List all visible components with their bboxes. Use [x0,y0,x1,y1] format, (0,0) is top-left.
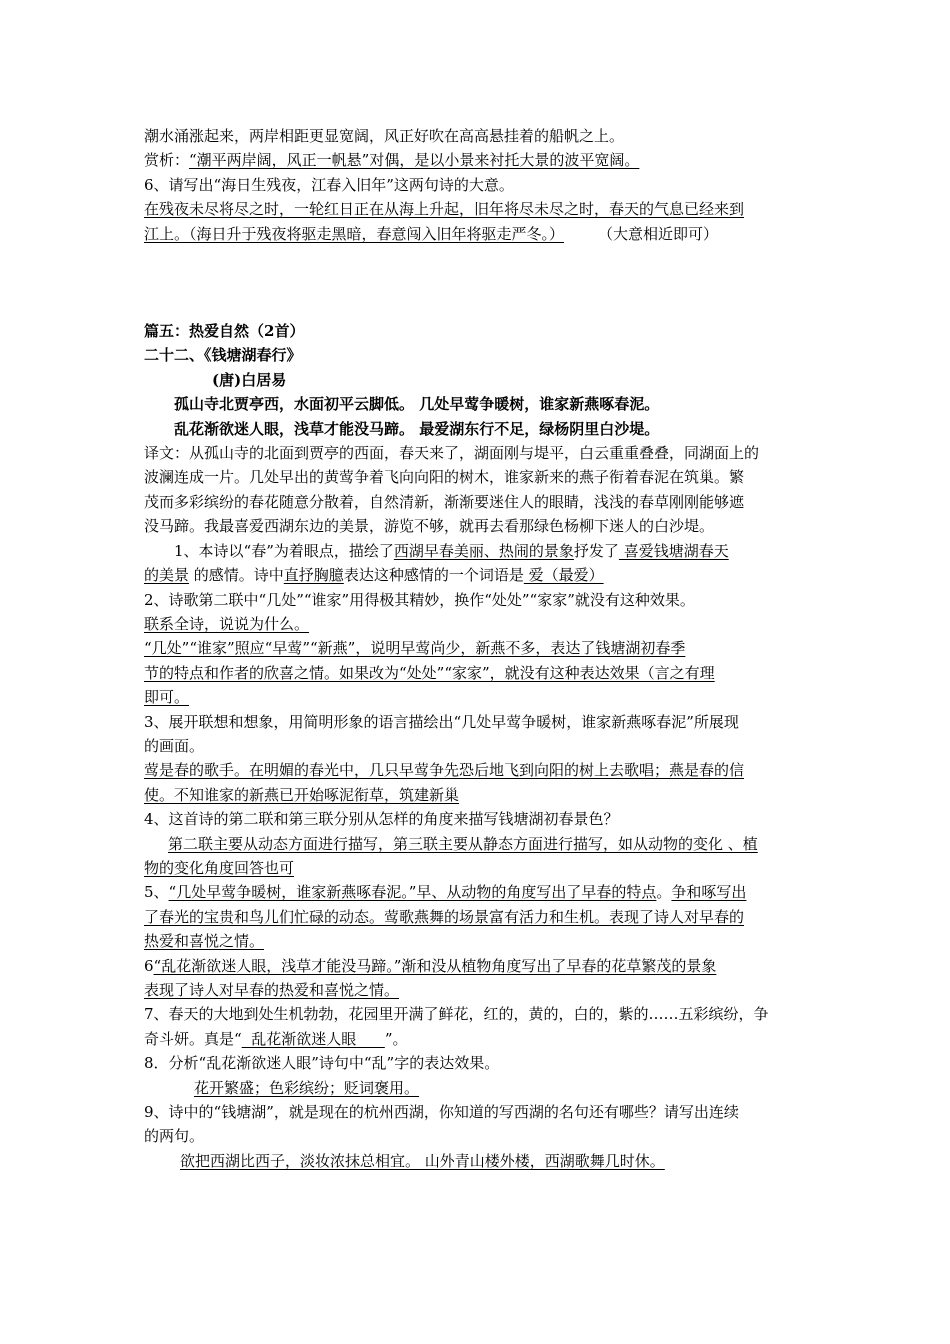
text: 抒发了 [573,541,619,560]
answer-text: 热爱和喜悦之情。 [144,932,265,951]
text: 译文：从孤山寺的北面到贾亭的西面，春天来了，湖面刚与堤平，白云重重叠叠，同湖面上的 [144,444,760,463]
answer-text: 喜爱钱塘湖春天 [618,541,729,560]
text: 2、诗歌第二联中“几处”“谁家”用得极其精妙，换作“处处”“家家”就没有这种效果。 [144,590,695,609]
text: 8．分析“乱花渐欲迷人眼”诗句中“乱”字的表达效果。 [144,1054,500,1073]
text: 5、 [144,883,169,902]
answer-text: “几处”“谁家”照应“早莺”“新燕”，说明早莺尚少，新燕不多，表达了钱塘湖初春季 [144,639,686,658]
question-1-line-2 [144,563,808,587]
text: 3、展开联想和想象，用简明形象的语言描绘出“几处早莺争暖树，谁家新燕啄春泥”所展现 [144,712,739,731]
answer-text: 西湖早春美丽、热闹的景象 [393,541,574,560]
answer-2 [144,661,808,685]
question-7 [144,1002,808,1026]
text: 潮水涌涨起来，两岸相距更显宽阔，风正好吹在高高悬挂着的船帆之上。 [144,127,625,145]
text: 的画面。 [144,736,205,755]
poem-text: 乱花渐欲迷人眼，浅草才能没马蹄。 最爱湖东行不足，绿杨阴里白沙堤。 [174,419,660,438]
label: 赏析： [144,151,190,170]
answer-text: 花开繁盛；色彩缤纷；贬词褒用。 [194,1078,420,1097]
answer-text: 直抒胸臆 [283,566,344,585]
text: 7、春天的大地到处生机勃勃，花园里开满了鲜花，红的，黄的，白的，紫的……五彩缤纷，争 [144,1005,769,1024]
answer-text: 物的变化角度回答也可 [144,858,295,877]
answer-text: 乱花渐欲迷人眼 [241,1029,385,1048]
answer-5 [144,929,808,953]
translation-line [144,465,808,489]
answer-text: 的美景 [144,566,190,585]
answer-5 [144,905,808,929]
translation-line [144,441,808,465]
text: 。 [656,883,672,902]
answer-2 [144,636,808,660]
answer-text: 欲把西湖比西子，淡妆浓抹总相宜。 山外青山楼外楼，西湖歌舞几时休。 [180,1151,665,1170]
translation-line [144,490,808,514]
answer-text: 爱（最爱） [523,566,604,585]
text: 奇斗妍。真是“ [144,1029,242,1048]
answer-text: 江上。（海日升于残夜将驱走黑暗，春意闯入旧年将驱走严冬。） [144,224,565,243]
question-7 [144,1027,808,1051]
author-text: (唐)白居易 [212,370,287,389]
answer-text: “乱花渐欲迷人眼，浅草才能没马蹄。”渐和没从植物角度写出了早春的花草繁茂的景象 [153,956,717,975]
answer-4 [144,832,808,856]
question-6-poem [144,954,808,978]
question-4 [144,807,808,831]
heading-text: 篇五：热爱自然（2首） [144,322,305,341]
answer-text: 了春光的宝贵和鸟儿们忙碌的动态。莺歌燕舞的场景富有活力和生机。表现了诗人对早春的 [144,907,745,926]
answer-4 [144,856,808,880]
answer-text: “几处早莺争暖树，谁家新燕啄春泥。”早、从动物的角度写出了早春的特点 [168,883,657,902]
answer-text: 使。不知谁家的新燕已开始啄泥衔草，筑建新巢 [144,785,460,804]
question-3 [144,710,808,734]
answer-text: 节的特点和作者的欣喜之情。如果改为“处处”“家家”，就没有这种表达效果（言之有理 [144,663,715,682]
title-text: 二十二、《钱塘湖春行》 [144,346,302,365]
text: 4、这首诗的第二联和第三联分别从怎样的角度来描写钱塘湖初春景色？ [144,810,619,829]
answer-6-line-1 [144,197,808,221]
text: 没马蹄。我最喜爱西湖东边的美景，游览不够，就再去看那绿色杨柳下迷人的白沙堤。 [144,517,715,536]
answer-text: 第二联主要从动态方面进行描写，第三联主要从静态方面进行描写，如从动物的变化 、植 [168,834,758,853]
text: 6 [144,956,154,975]
text: 茂而多彩缤纷的春花随意分散着，自然清新，渐渐要迷住人的眼睛，浅浅的春草刚刚能够遮 [144,492,745,511]
question-3 [144,734,808,758]
answer-3 [144,758,808,782]
question-2 [144,588,808,612]
appreciation-line [144,148,808,172]
text: 9、诗中的“钱塘湖”，就是现在的杭州西湖，你知道的写西湖的名句还有哪些？请写出连续 [144,1103,739,1122]
poem-text: 孤山寺北贾亭西，水面初平云脚低。 几处早莺争暖树，谁家新燕啄春泥。 [174,395,660,414]
text: 联系全诗，说说为什么。 [144,614,310,633]
question-6 [144,173,808,197]
poem-line-1 [144,392,808,416]
text: ”。 [384,1029,408,1048]
answer-3 [144,783,808,807]
answer-text: 莺是春的歌手。在明媚的春光中，几只早莺争先恐后地飞到向阳的树上去歌唱；燕是春的信 [144,761,745,780]
answer-8 [144,1076,808,1100]
answer-6-poem [144,978,808,1002]
note-text: （大意相近即可） [598,224,719,243]
document-page [144,124,808,1173]
text: 1、本诗以“春”为着眼点，描绘了 [174,541,394,560]
question-2 [144,612,808,636]
text: 波澜连成一片。几处早出的黄莺争着飞向向阳的树木，谁家新来的燕子衔着春泥在筑巢。繁 [144,468,745,487]
question-9 [144,1124,808,1148]
text: 的感情。诗中 [189,566,284,585]
text-line [144,124,808,148]
answer-text: 表现了诗人对早春的热爱和喜悦之情。 [144,981,400,999]
question-9 [144,1100,808,1124]
answer-text: 在残夜未尽将尽之时，一轮红日正在从海上升起，旧年将尽未尽之时，春天的气息已经来到 [144,200,745,219]
answer-9 [144,1149,808,1173]
text: 6、请写出“海日生残夜，江春入旧年”这两句诗的大意。 [144,175,514,194]
translation-line [144,514,808,538]
answer-6-line-2 [144,222,808,246]
poem-line-2 [144,417,808,441]
question-5 [144,880,808,904]
answer-2 [144,685,808,709]
answer-text: 即可。 [144,688,190,707]
text: 的两句。 [144,1127,205,1146]
poem-author [144,368,808,392]
question-1-line-1 [144,539,808,563]
answer-text: 争和啄写出 [671,883,747,902]
spacer [144,246,808,319]
section-heading [144,319,808,343]
question-8 [144,1051,808,1075]
poem-title [144,343,808,367]
text: 表达这种感情的一个词语是 [343,566,524,585]
answer-text: “潮平两岸阔，风正一帆悬”对偶，是以小景来衬托大景的波平宽阔。 [189,151,640,170]
